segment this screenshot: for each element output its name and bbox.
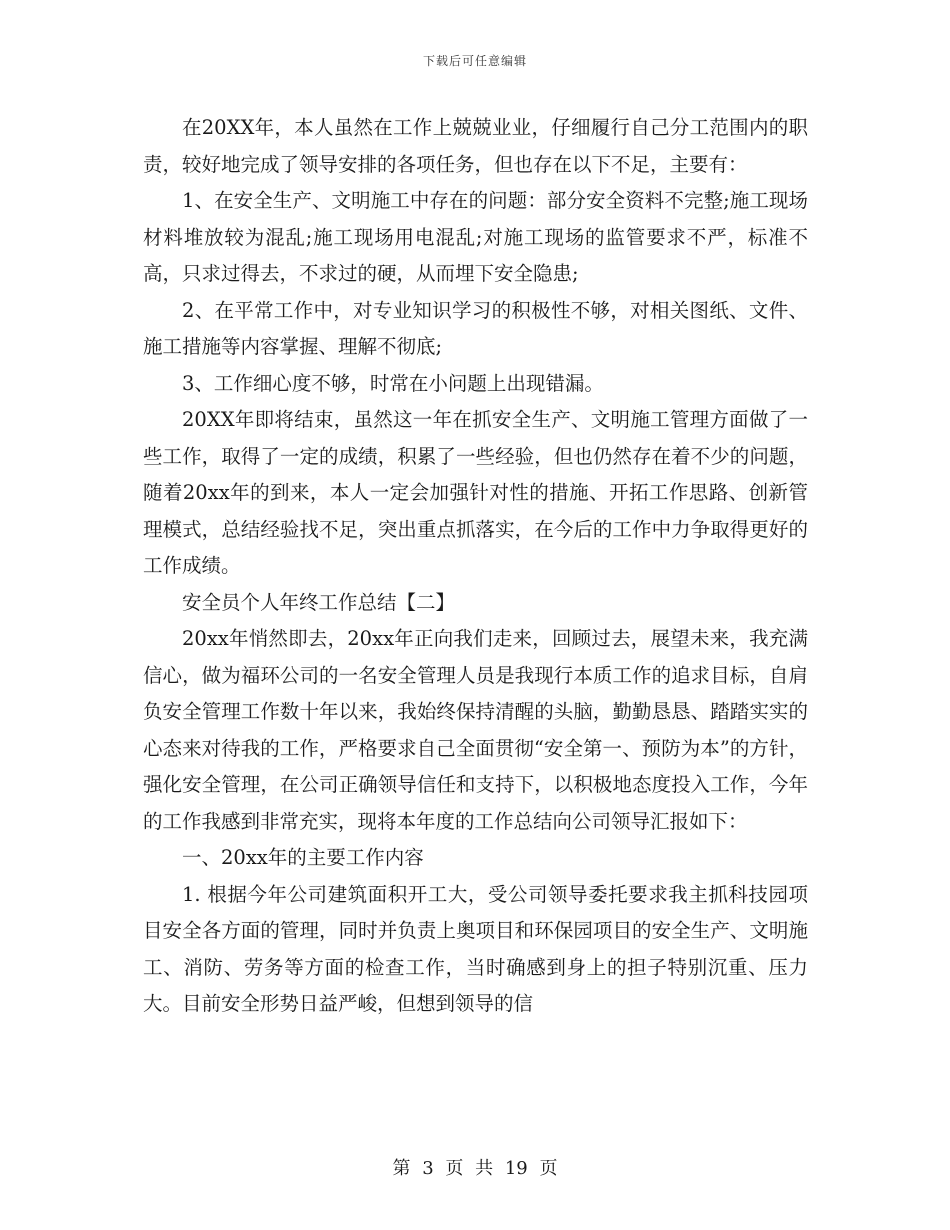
- paragraph-item-1: 1. 根据今年公司建筑面积开工大，受公司领导委托要求我主抓科技园项目安全各方面的管理，同时并负责上奥项目和环保园项目的安全生产、文明施工、消防、劳务等方面的检查工作，当时确感到身上的担子特别沉重、压力大。目前安全形势日益严峻，但想到领导的信: [143, 882, 808, 1015]
- subsection-heading: 一、20xx年的主要工作内容: [182, 846, 424, 869]
- section-heading: 安全员个人年终工作总结【二】: [182, 590, 456, 614]
- page-number: 第 3 页 共 19 页: [392, 1158, 558, 1179]
- paragraph-section-intro: 20xx年悄然即去，20xx年正向我们走来，回顾过去，展望未来，我充满信心，做为福环公司的一名安全管理人员是我现行本质工作的追求目标，自肩负安全管理工作数十年以来，我始终保持清醒的头脑，勤勤恳恳、踏踏实实的心态来对待我的工作，严格要求自己全面贯彻“安全第一、预防为本”的方针，强化安全管理，在公司正确领导信任和支持下，以积极地态度投入工作，今年的工作我感到非常充实，现将本年度的工作总结向公司领导汇报如下：: [143, 627, 808, 833]
- paragraph-conclusion: 20XX年即将结束，虽然这一年在抓安全生产、文明施工管理方面做了一些工作，取得了一定的成绩，积累了一些经验，但也仍然存在着不少的问题，随着20xx年的到来，本人一定会加强针对性的措施、开拓工作思路、创新管理模式，总结经验找不足，突出重点抓落实，在今后的工作中力争取得更好的工作成绩。: [143, 408, 808, 577]
- page-header: 下载后可任意编辑: [422, 54, 527, 68]
- paragraph-issue-1: 1、在安全生产、文明施工中存在的问题：部分安全资料不完整;施工现场材料堆放较为混乱;施工现场用电混乱;对施工现场的监管要求不严，标准不高，只求过得去，不求过的硬，从而埋下安全隐患;: [143, 189, 808, 285]
- document-body: [143, 110, 808, 1023]
- paragraph-intro: 在20XX年，本人虽然在工作上兢兢业业，仔细履行自己分工范围内的职责，较好地完成了领导安排的各项任务，但也存在以下不足，主要有：: [143, 116, 808, 176]
- paragraph-issue-2: 2、在平常工作中，对专业知识学习的积极性不够，对相关图纸、文件、施工措施等内容掌握、理解不彻底;: [143, 298, 808, 358]
- paragraph-issue-3: 3、工作细心度不够，时常在小问题上出现错漏。: [182, 371, 604, 395]
